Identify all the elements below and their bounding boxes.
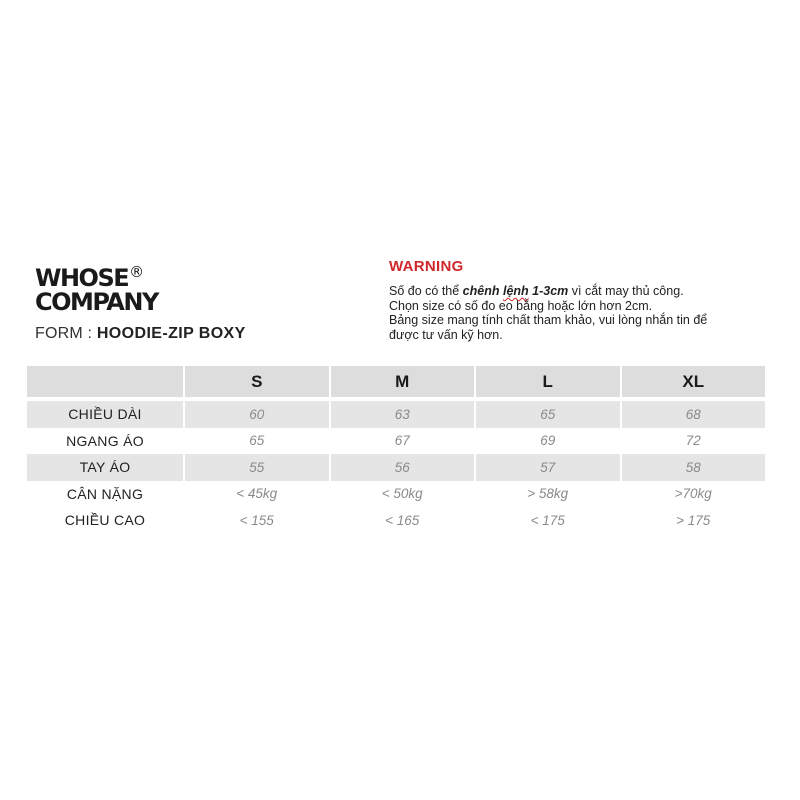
table-cell: 57 bbox=[474, 454, 620, 481]
row-label: NGANG ÁO bbox=[66, 432, 144, 449]
table-cell: < 165 bbox=[329, 507, 475, 534]
table-cell: < 45kg bbox=[183, 481, 329, 508]
table-cell: 55 bbox=[183, 454, 329, 481]
row-label: TAY ÁO bbox=[27, 454, 183, 481]
spellcheck-underline: lệnh bbox=[502, 284, 529, 298]
warning-title: WARNING bbox=[389, 258, 464, 275]
table-row-chieu-dai bbox=[27, 401, 765, 428]
size-header-m: M bbox=[329, 366, 475, 397]
table-cell: > 175 bbox=[620, 507, 766, 534]
table-cell: 56 bbox=[329, 454, 475, 481]
table-cell: 63 bbox=[329, 401, 475, 428]
size-header-s: S bbox=[183, 366, 329, 397]
table-cell: < 50kg bbox=[329, 481, 475, 508]
row-label: CHIỀU DÀI bbox=[27, 401, 183, 428]
table-cell: 69 bbox=[474, 428, 620, 455]
brand-logo-line2: COMPANY bbox=[35, 288, 158, 316]
size-header-l: L bbox=[474, 366, 620, 397]
form-label: FORM : bbox=[35, 325, 97, 342]
form-value: HOODIE-ZIP BOXY bbox=[96, 325, 246, 342]
table-cell: 65 bbox=[474, 401, 620, 428]
warning-line-4: được tư vấn kỹ hơn. bbox=[389, 327, 503, 342]
header-empty-cell bbox=[27, 366, 183, 397]
warning-highlight: chênh lệnh 1-3cm bbox=[462, 284, 569, 298]
table-row-chieu-cao bbox=[27, 507, 765, 534]
table-cell: 67 bbox=[329, 428, 475, 455]
table-row-can-nang bbox=[27, 481, 765, 508]
table-cell: < 155 bbox=[183, 507, 329, 534]
brand-logo bbox=[35, 260, 158, 314]
registered-mark: ® bbox=[129, 263, 145, 281]
form-line bbox=[35, 325, 246, 343]
table-cell: 68 bbox=[620, 401, 766, 428]
warning-line-2: Chọn size có số đo eo bằng hoặc lớn hơn 2cm. bbox=[389, 298, 653, 313]
table-cell: > 58kg bbox=[474, 481, 620, 508]
row-label: CÂN NẶNG bbox=[66, 485, 144, 502]
brand-logo-line1: WHOSE® bbox=[35, 263, 145, 292]
table-cell: 65 bbox=[183, 428, 329, 455]
table-cell: 60 bbox=[183, 401, 329, 428]
table-row-ngang-ao bbox=[27, 428, 765, 455]
size-table bbox=[27, 366, 765, 534]
table-cell: 72 bbox=[620, 428, 766, 455]
table-cell: < 175 bbox=[474, 507, 620, 534]
row-label: CHIỀU CAO bbox=[64, 512, 146, 529]
warning-text bbox=[389, 284, 784, 342]
warning-line-3: Bảng size mang tính chất tham khảo, vui lòng nhắn tin để bbox=[389, 313, 708, 327]
table-cell: >70kg bbox=[620, 481, 766, 508]
table-cell: 58 bbox=[620, 454, 766, 481]
size-header-row bbox=[27, 366, 765, 397]
warning-line-1: Số đo có thể chênh lệnh 1-3cm vì cắt may thủ công. bbox=[389, 284, 684, 298]
table-row-tay-ao bbox=[27, 454, 765, 481]
size-header-xl: XL bbox=[620, 366, 766, 397]
